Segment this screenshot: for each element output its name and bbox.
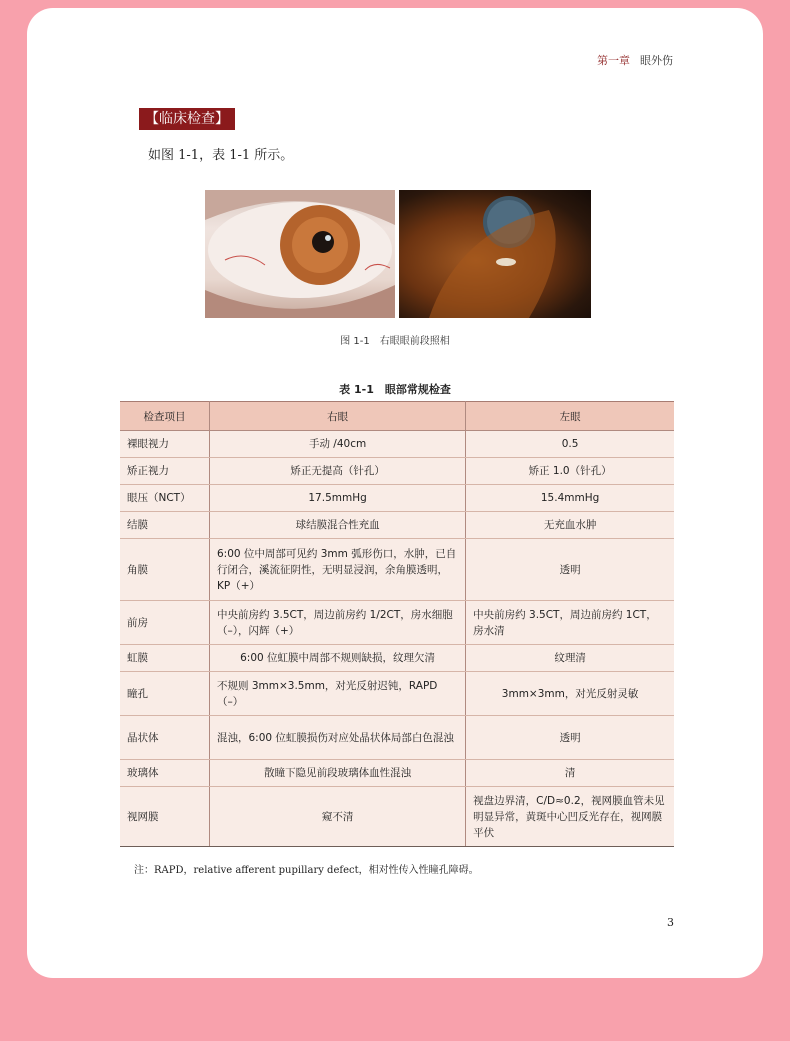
row-item: 裸眼视力 (120, 431, 210, 458)
row-left-eye: 透明 (466, 539, 674, 601)
table-row (120, 539, 674, 601)
row-left-eye: 中央前房约 3.5CT，周边前房约 1CT，房水清 (466, 601, 674, 645)
header-item: 检查项目 (120, 402, 210, 431)
table-row (120, 787, 674, 847)
row-left-eye: 清 (466, 760, 674, 787)
row-left-eye: 0.5 (466, 431, 674, 458)
row-right-eye: 中央前房约 3.5CT，周边前房约 1/2CT，房水细胞（–），闪辉（+） (210, 601, 466, 645)
figure-caption: 图 1-1 右眼眼前段照相 (340, 336, 450, 347)
table-footnote: 注：RAPD，relative afferent pupillary defect，相对性传入性瞳孔障碍。 (134, 865, 479, 876)
row-right-eye: 6:00 位中周部可见约 3mm 弧形伤口，水肿，已自行闭合，溪流征阴性，无明显浸润，余角膜透明，KP（+） (210, 539, 466, 601)
row-left-eye: 视盘边界清，C/D≈0.2，视网膜血管未见明显异常，黄斑中心凹反光存在，视网膜平伏 (466, 787, 674, 847)
row-left-eye: 透明 (466, 716, 674, 760)
chapter-label: 第一章 (597, 54, 630, 67)
row-item: 角膜 (120, 539, 210, 601)
row-left-eye: 无充血水肿 (466, 512, 674, 539)
row-item: 前房 (120, 601, 210, 645)
row-right-eye: 手动 /40cm (210, 431, 466, 458)
row-item: 玻璃体 (120, 760, 210, 787)
table-row (120, 760, 674, 787)
header-left-eye: 左眼 (466, 402, 674, 431)
row-item: 虹膜 (120, 645, 210, 672)
section-label: 眼外伤 (640, 54, 673, 67)
row-right-eye: 6:00 位虹膜中周部不规则缺损，纹理欠清 (210, 645, 466, 672)
right-eye-photo (205, 190, 395, 318)
table-row (120, 485, 674, 512)
row-item: 结膜 (120, 512, 210, 539)
header-right-eye: 右眼 (210, 402, 466, 431)
row-right-eye: 散瞳下隐见前段玻璃体血性混浊 (210, 760, 466, 787)
eye-exam-table (120, 401, 674, 847)
row-right-eye: 矫正无提高（针孔） (210, 458, 466, 485)
row-item: 视网膜 (120, 787, 210, 847)
table-row (120, 458, 674, 485)
row-item: 瞳孔 (120, 672, 210, 716)
row-right-eye: 窥不清 (210, 787, 466, 847)
table-row (120, 431, 674, 458)
row-left-eye: 矫正 1.0（针孔） (466, 458, 674, 485)
page-number: 3 (667, 916, 674, 929)
right-eye-slitlamp-photo (399, 190, 591, 318)
row-left-eye: 15.4mmHg (466, 485, 674, 512)
row-item: 矫正视力 (120, 458, 210, 485)
table-row (120, 672, 674, 716)
row-right-eye: 混浊，6:00 位虹膜损伤对应处晶状体局部白色混浊 (210, 716, 466, 760)
row-left-eye: 3mm×3mm，对光反射灵敏 (466, 672, 674, 716)
table-row (120, 512, 674, 539)
table-header-row (120, 402, 674, 431)
row-left-eye: 纹理清 (466, 645, 674, 672)
running-head (597, 52, 673, 68)
table-row (120, 645, 674, 672)
table-title: 表 1-1 眼部常规检查 (339, 383, 451, 396)
row-item: 晶状体 (120, 716, 210, 760)
table-row (120, 601, 674, 645)
row-right-eye: 不规则 3mm×3.5mm，对光反射迟钝，RAPD（–） (210, 672, 466, 716)
row-right-eye: 17.5mmHg (210, 485, 466, 512)
intro-text: 如图 1-1，表 1-1 所示。 (148, 148, 294, 163)
row-right-eye: 球结膜混合性充血 (210, 512, 466, 539)
table-row (120, 716, 674, 760)
row-item: 眼压（NCT） (120, 485, 210, 512)
clinical-exam-heading: 【临床检查】 (139, 108, 235, 130)
